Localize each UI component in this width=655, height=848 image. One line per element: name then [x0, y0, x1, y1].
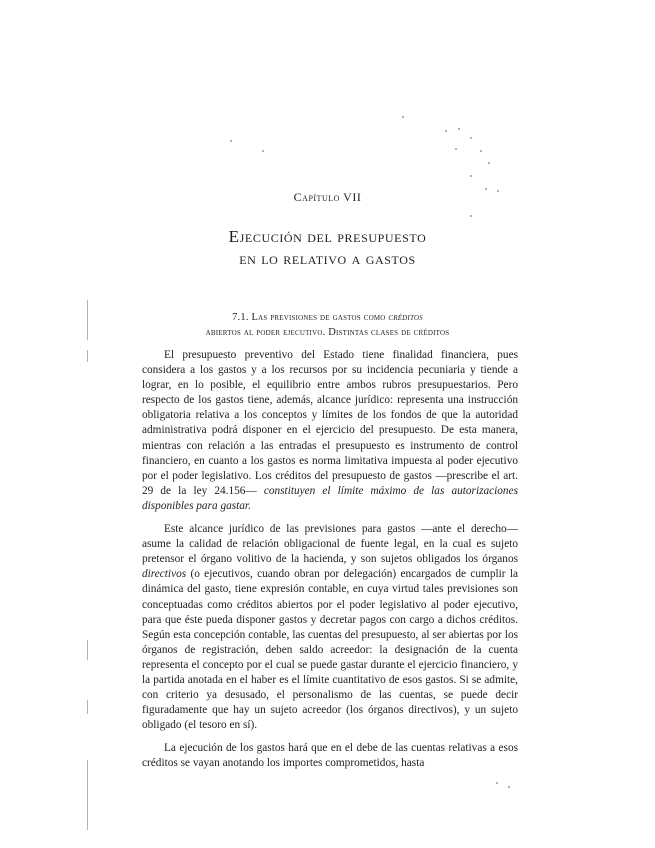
section-heading-text: 7.1. Las previsiones de gastos como [232, 312, 389, 323]
paragraph-2-text-a: Este alcance jurídico de las previsiones para gastos —ante el derecho— asume la calidad de relación obligacional de fuente legal, en la cual es sujeto pretensor el órgano volitivo de la hacienda, y son sujetos obligados los órganos [142, 523, 518, 566]
section-heading-emphasis: créditos [388, 312, 423, 323]
paragraph-2 [142, 522, 518, 733]
chapter-title-line-2: en lo relativo a gastos [239, 249, 416, 268]
chapter-title-line-1: Ejecución del presupuesto [228, 227, 427, 246]
paragraph-2-text-b: (o ejecutivos, cuando obran por delegación) encargados de cumplir la dinámica del gasto, tiene expresión contable, en cuya virtud tales previsiones son conceptuadas como créditos abiertos por el poder legislativo al poder ejecutivo, para que éste pueda disponer gastos y decretar pagos con cargo a dichos créditos. Según esta concepción contable, las cuentas del presupuesto, al ser abiertas por los órganos de registración, deben saldo acreedor: la designación de la cuenta representa el concepto por el cual se puede gastar durante el ejercicio financiero, y la partida anotada en el haber es el límite cuantitativo de esos gastos. Si se admite, con criterio ya desusado, el personalismo de las cuentas, se puede decir figuradamente que hay un sujeto acreedor (los órganos directivos), y un sujeto obligado (el tesoro en sí). [142, 568, 518, 732]
paragraph-3: La ejecución de los gastos hará que en el debe de las cuentas relativas a esos créditos se vayan anotando los importes comprometidos, hasta [142, 742, 518, 770]
section-heading-line-1 [0, 310, 655, 325]
body-text [142, 348, 518, 772]
chapter-title [0, 226, 655, 270]
paragraph-1 [142, 348, 518, 514]
paragraph-1-quote: constituyen el límite máximo de las autorizaciones disponibles para gastar. [142, 484, 518, 512]
paragraph-2-emphasis: directivos [142, 568, 187, 581]
paragraph-1-text: El presupuesto preventivo del Estado tiene finalidad financiera, pues considera a los gastos y a los recursos por su incidencia pecuniaria y tiende a lograr, en lo posible, el equilibrio entre ambos rubros presupuestarios. Pero respecto de los gastos tiene, además, alcance jurídico: representa una instrucción obligatoria relativa a los conceptos y límites de los fondos de que la autoridad administrativa podrá disponer en el ejercicio del presupuesto. De esta manera, mientras con relación a las entradas el presupuesto es instrumento de control financiero, en cuanto a los gastos es norma limitativa impuesta al poder ejecutivo por el poder legislativo. Los créditos del presupuesto de gastos —prescribe el art. 29 de la ley 24.156— [142, 349, 518, 497]
section-heading-line-2: abiertos al poder ejecutivo. Distintas clases de créditos [205, 327, 450, 338]
chapter-heading: Capítulo VII [293, 190, 362, 204]
section-heading [0, 310, 655, 340]
